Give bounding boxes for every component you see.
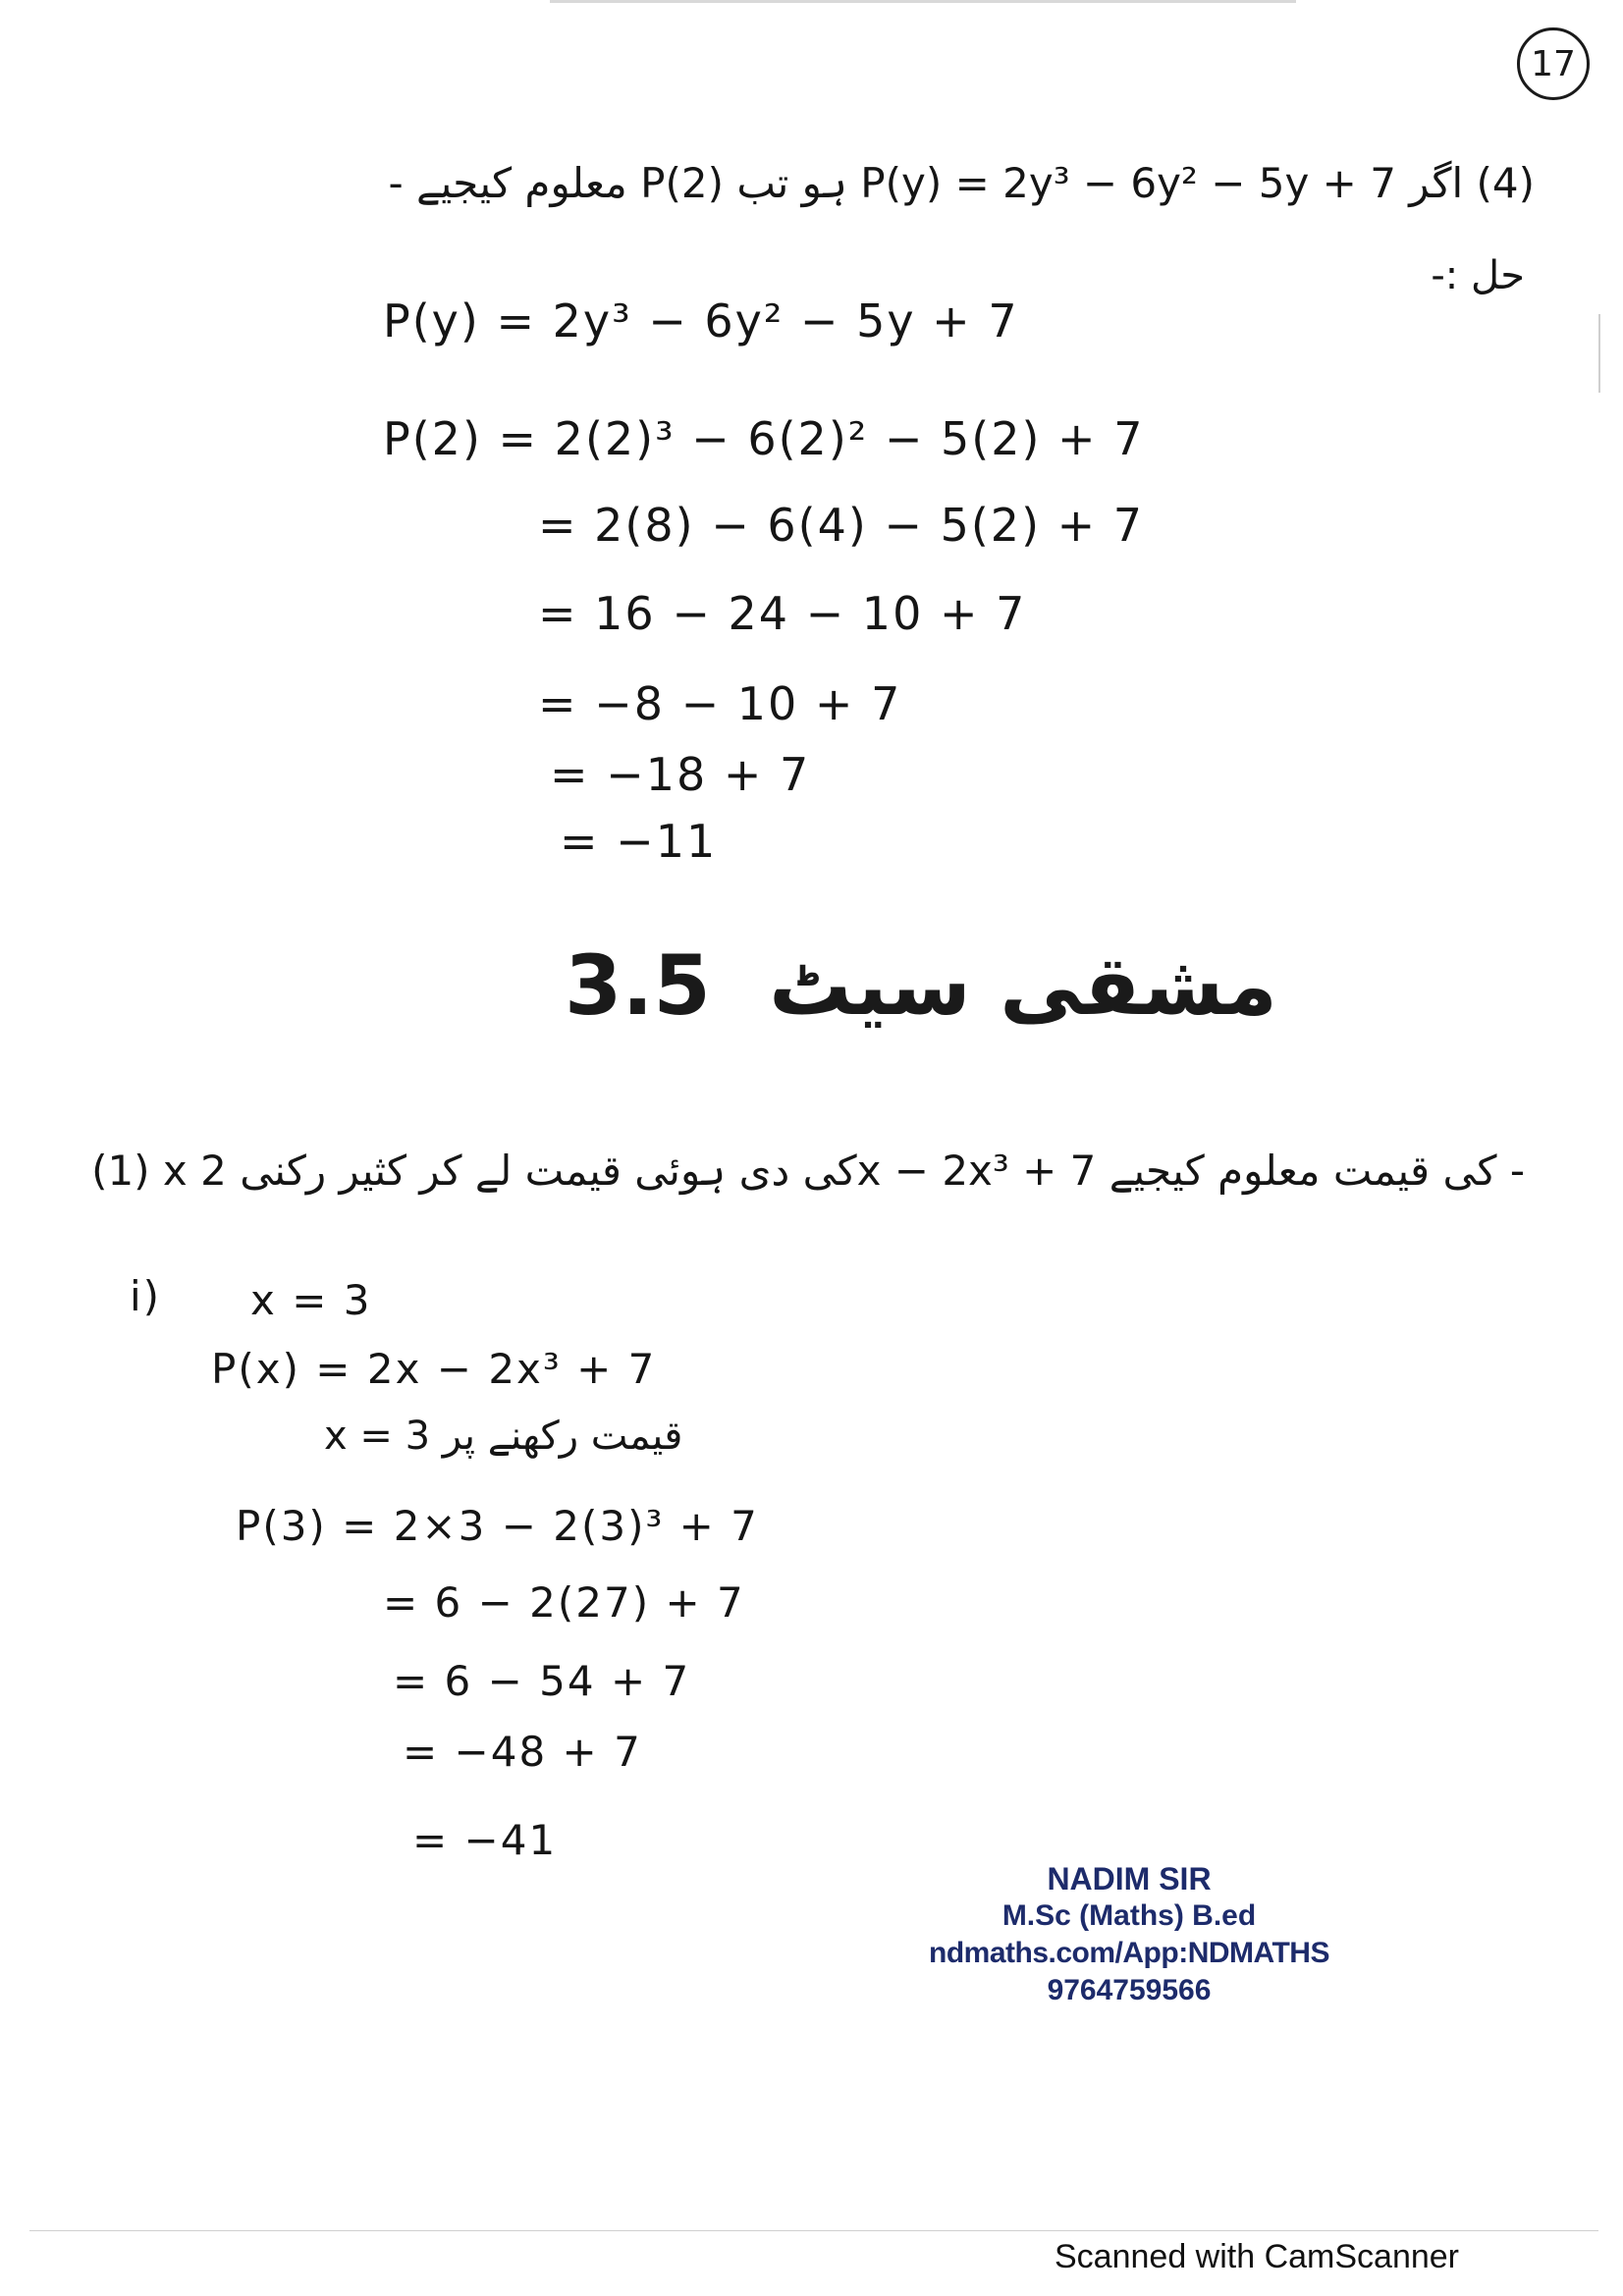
exercise-heading <box>565 937 1277 1034</box>
problem4-line-4: = 16 − 24 − 10 + 7 <box>538 587 1027 640</box>
bottom-edge-line <box>29 2230 1598 2231</box>
stamp-qualification: M.Sc (Maths) B.ed <box>1001 1899 1257 1932</box>
page-number: 17 <box>1531 43 1576 84</box>
problem4-line-2: P(2) = 2(2)³ − 6(2)² − 5(2) + 7 <box>383 412 1145 465</box>
problem1-line-1: P(3) = 2×3 − 2(3)³ + 7 <box>236 1502 759 1550</box>
exercise-number: 3.5 <box>565 937 711 1034</box>
problem4-line-1: P(y) = 2y³ − 6y² − 5y + 7 <box>383 294 1019 347</box>
problem4-solution-label: حل :- <box>1431 253 1525 298</box>
author-stamp <box>913 1860 1345 2009</box>
exercise-title-urdu: مشقی سیٹ <box>769 937 1278 1034</box>
stamp-website: ndmaths.com/App:NDMATHS <box>929 1937 1329 1969</box>
problem4-line-3: = 2(8) − 6(4) − 5(2) + 7 <box>538 499 1145 552</box>
problem1-line-2: = 6 − 2(27) + 7 <box>383 1578 745 1627</box>
scanner-footer: Scanned with CamScanner <box>1055 2238 1460 2275</box>
problem4-line-5: = −8 − 10 + 7 <box>538 677 902 730</box>
problem1-line-3: = 6 − 54 + 7 <box>393 1657 691 1705</box>
problem4-line-7: = −11 <box>560 815 718 868</box>
right-edge-line <box>1598 314 1600 393</box>
problem1-substitute-note: x = 3 قیمت رکھنے پر <box>324 1414 683 1459</box>
problem1-poly: P(x) = 2x − 2x³ + 7 <box>211 1345 657 1393</box>
problem1-given: x = 3 <box>250 1276 372 1324</box>
top-edge-line <box>550 0 1296 3</box>
problem1-statement: (1) x کی دی ہوئی قیمت لے کر کثیر رکنی 2x − 2x³ + 7 کی قیمت معلوم کیجیے - <box>91 1147 1525 1195</box>
stamp-name: NADIM SIR <box>1047 1861 1212 1896</box>
problem1-line-4: = −48 + 7 <box>403 1728 642 1776</box>
stamp-phone: 9764759566 <box>1047 1974 1212 2006</box>
page-number-badge <box>1517 27 1590 100</box>
problem4-line-6: = −18 + 7 <box>550 748 811 801</box>
problem4-statement: (4) اگر P(y) = 2y³ − 6y² − 5y + 7 ہو تب P(2) معلوم کیجیے - <box>388 159 1535 207</box>
problem1-part-label: i) <box>130 1272 162 1320</box>
problem1-line-5: = −41 <box>412 1816 558 1864</box>
